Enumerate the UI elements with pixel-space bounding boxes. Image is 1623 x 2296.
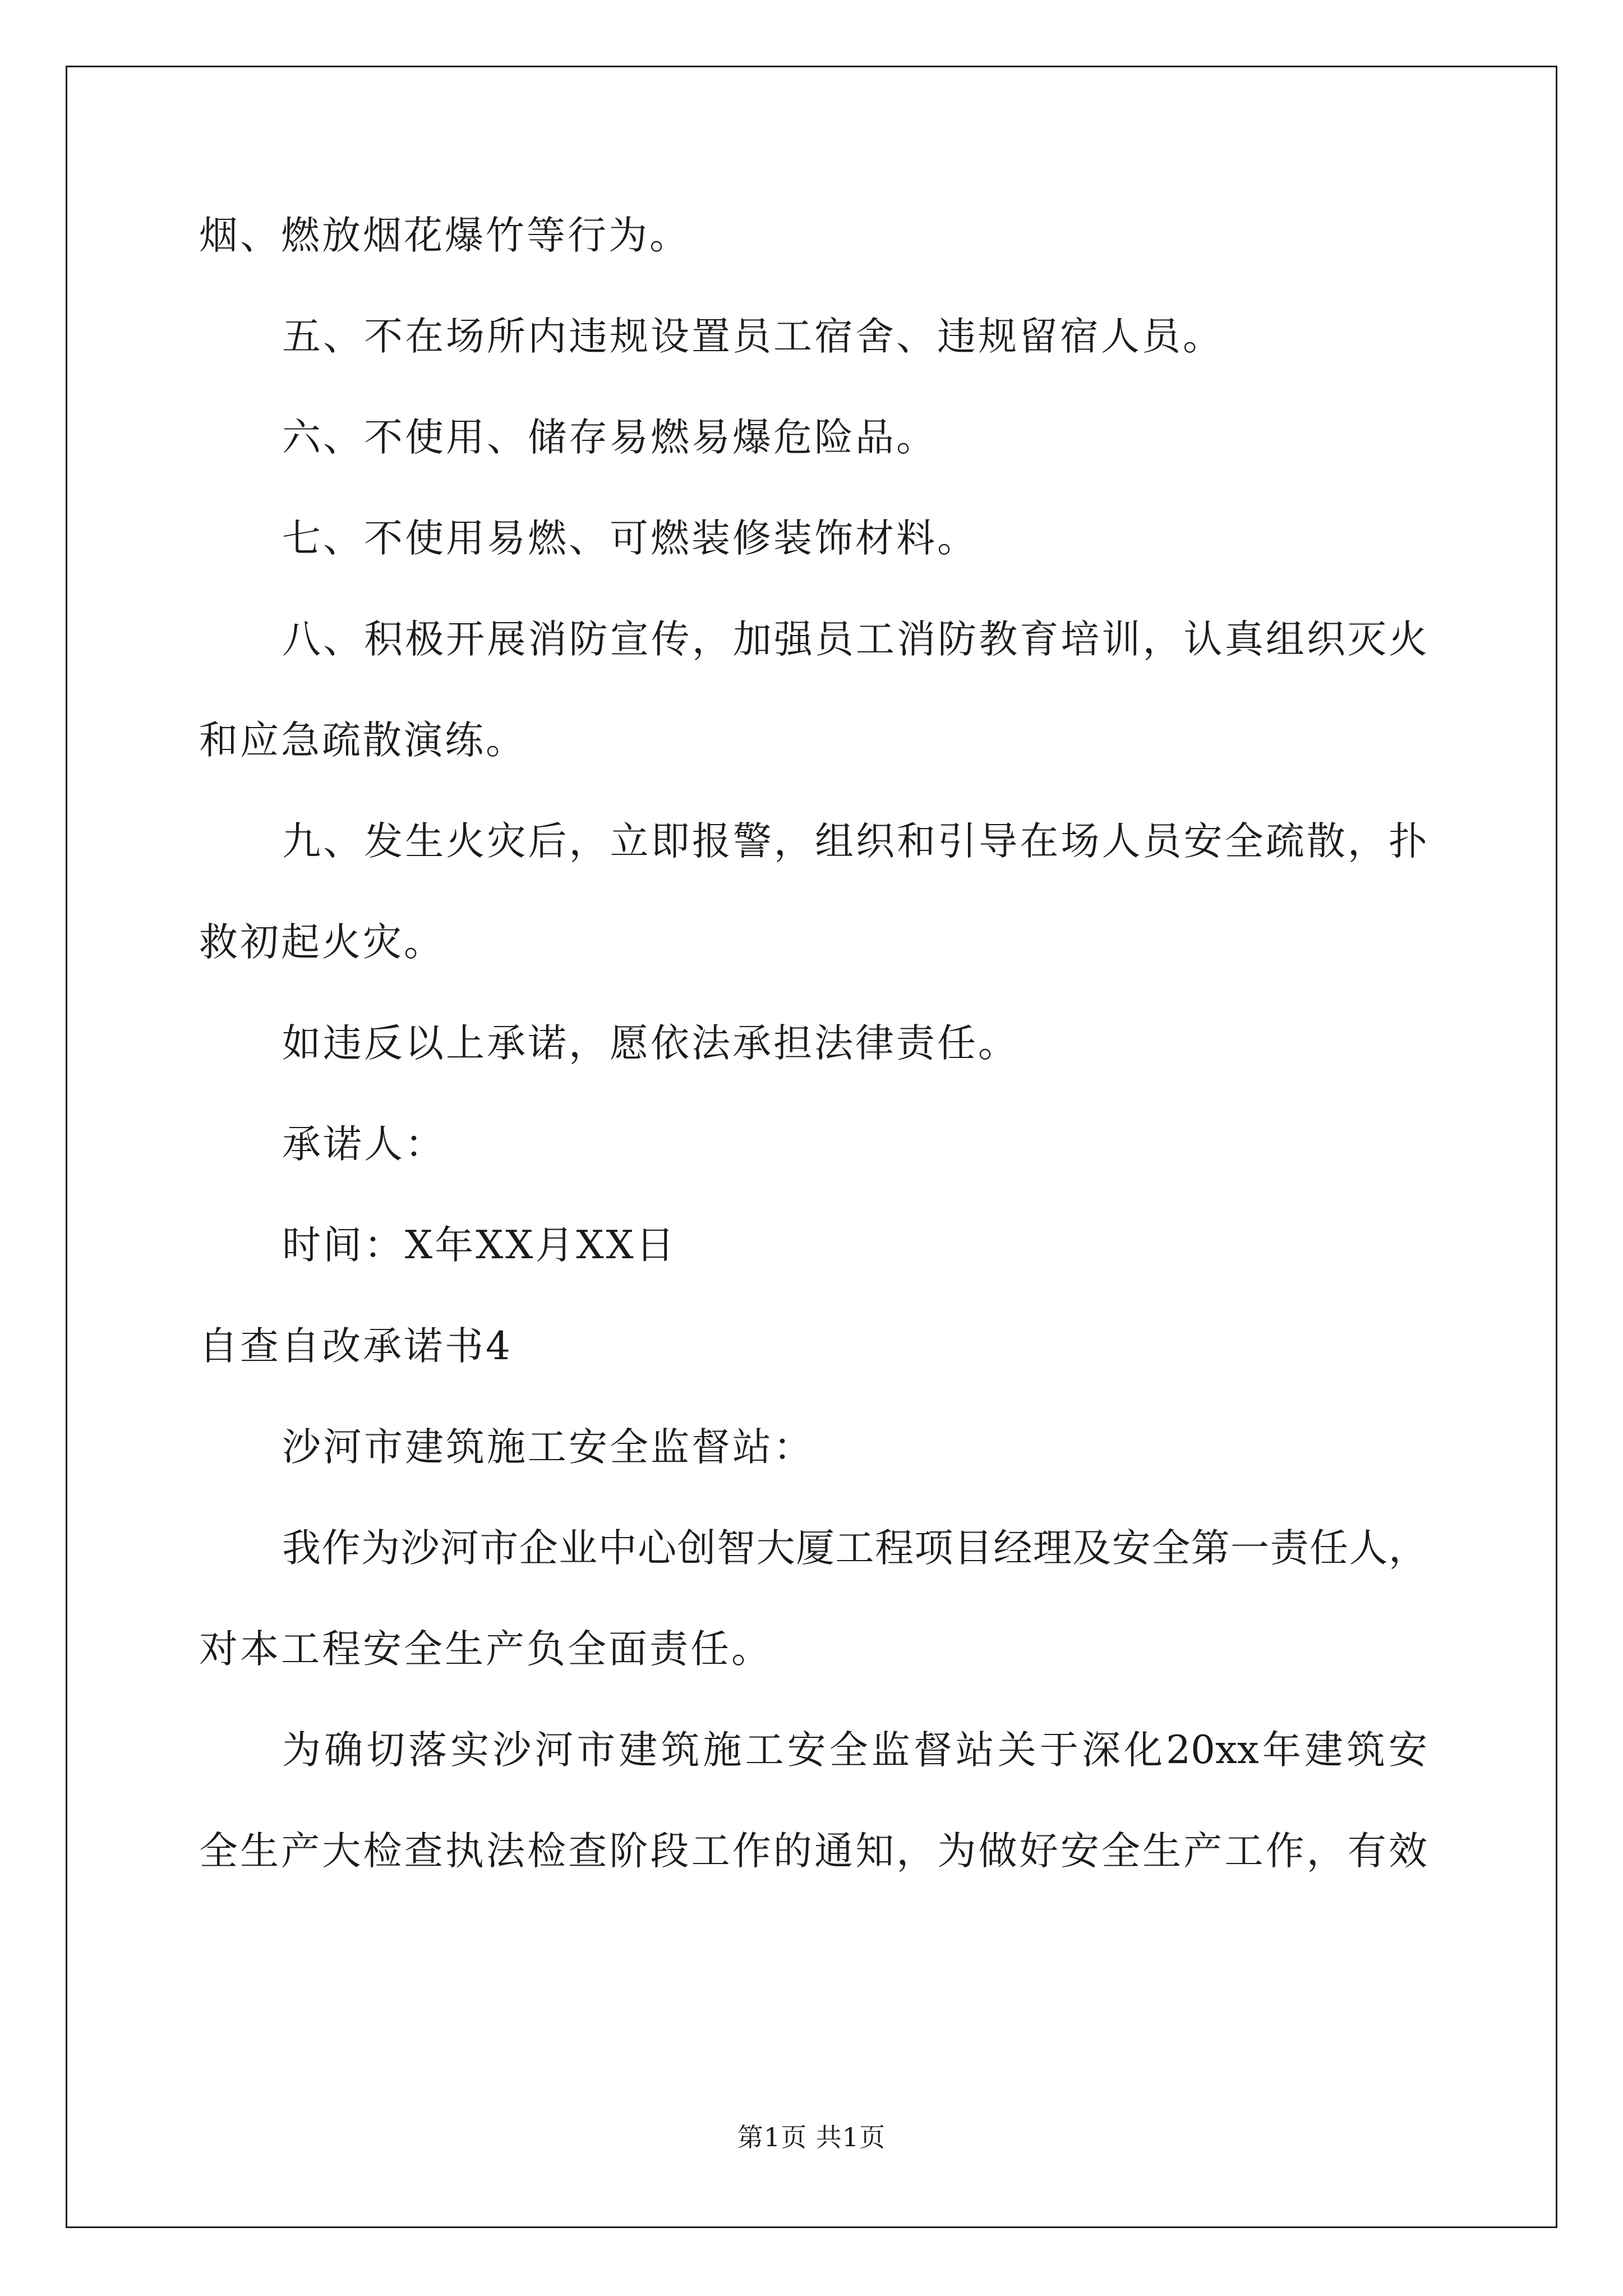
text-line-17: 全生产大检查执法检查阶段工作的通知，为做好安全生产工作，有效: [199, 1829, 1427, 1874]
text-line-8: 救初起火灾。: [199, 920, 445, 965]
text-line-6: 和应急疏散演练。: [199, 718, 527, 763]
text-line-3: 六、不使用、储存易燃易爆危险品。: [282, 415, 937, 460]
text-line-14: 我作为沙河市企业中心创智大厦工程项目经理及安全第一责任人，: [282, 1526, 1427, 1571]
text-line-9: 如违反以上承诺，愿依法承担法律责任。: [282, 1021, 1019, 1066]
text-line-1: 烟、燃放烟花爆竹等行为。: [199, 213, 690, 258]
text-line-2: 五、不在场所内违规设置员工宿舍、违规留宿人员。: [282, 314, 1224, 359]
addressee-line: 沙河市建筑施工安全监督站：: [282, 1425, 814, 1470]
section-heading: 自查自改承诺书4: [199, 1324, 513, 1369]
page-footer: 第1页 共1页: [737, 2122, 886, 2152]
signatory-label: 承诺人：: [282, 1122, 446, 1167]
date-line: 时间：X年XX月XX日: [282, 1223, 677, 1268]
text-line-5: 八、积极开展消防宣传，加强员工消防教育培训，认真组织灭火: [282, 617, 1427, 662]
text-line-4: 七、不使用易燃、可燃装修装饰材料。: [282, 516, 978, 561]
text-line-7: 九、发生火灾后，立即报警，组织和引导在场人员安全疏散，扑: [282, 819, 1427, 864]
text-line-15: 对本工程安全生产负全面责任。: [199, 1627, 772, 1672]
text-line-16: 为确切落实沙河市建筑施工安全监督站关于深化20xx年建筑安: [282, 1728, 1427, 1773]
